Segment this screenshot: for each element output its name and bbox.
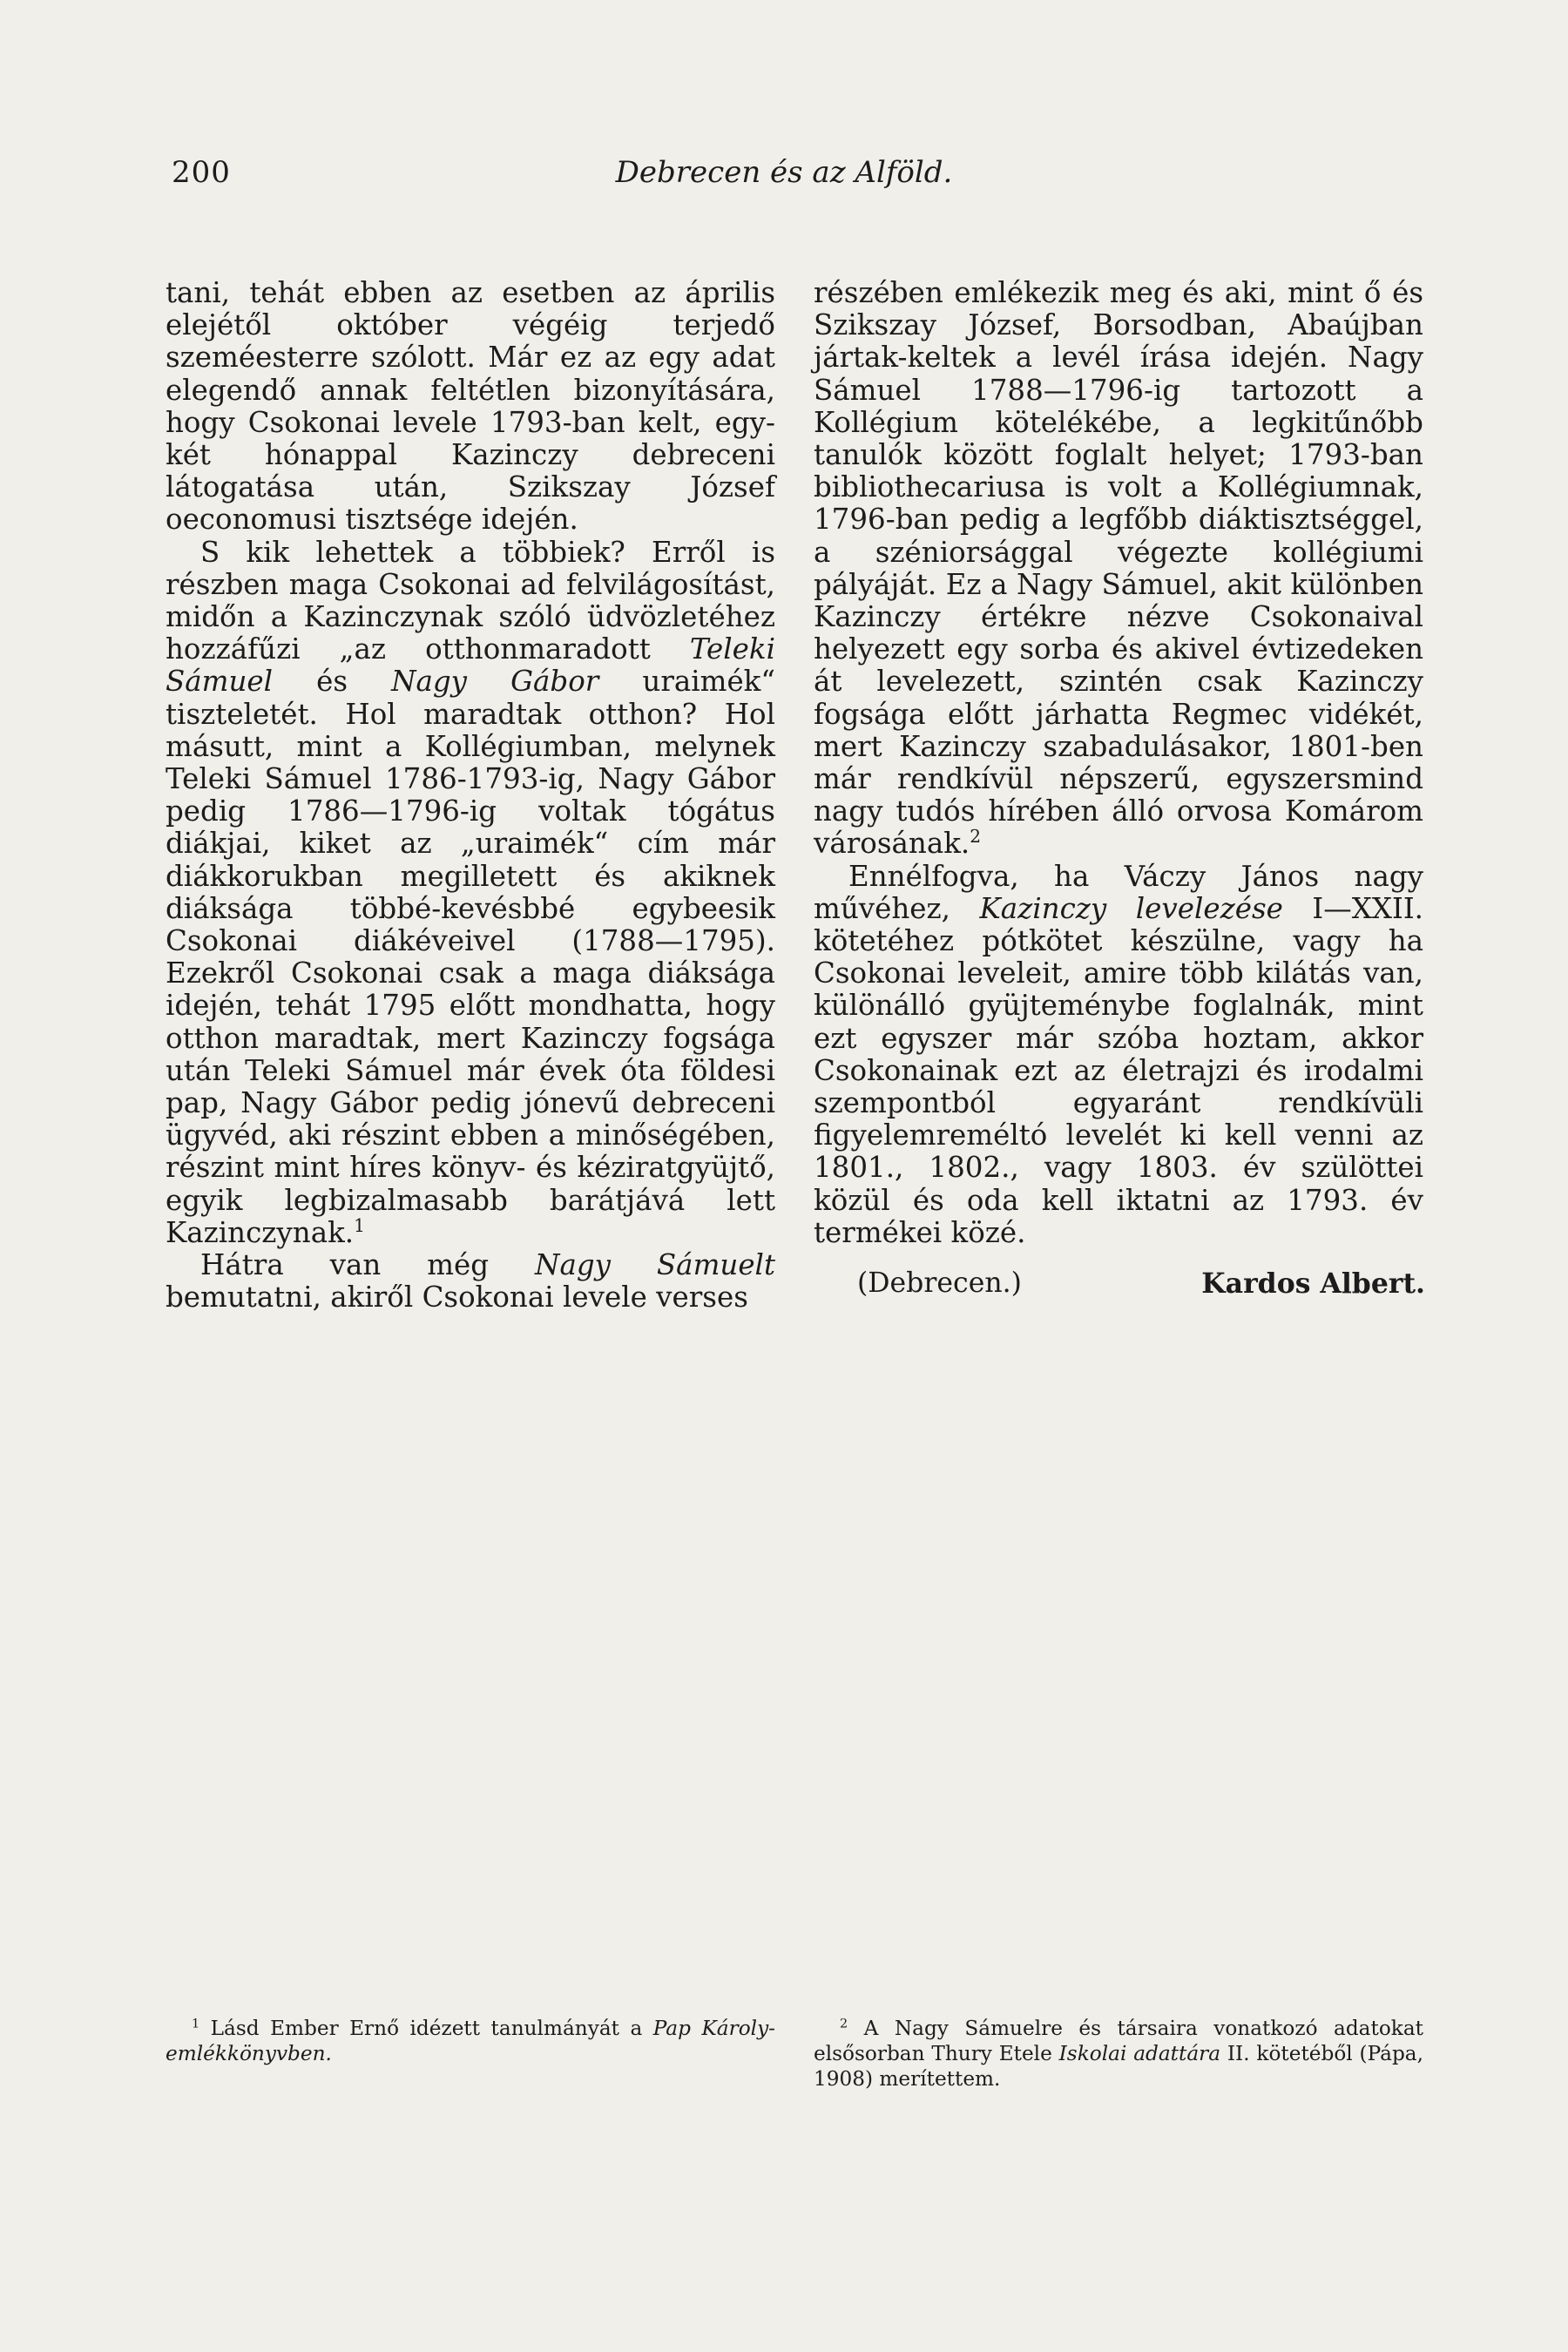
footnote-mark: 2 bbox=[840, 2017, 848, 2031]
footnote-ref: 1 bbox=[354, 1215, 365, 1237]
left-column bbox=[166, 277, 775, 1315]
paragraph bbox=[814, 277, 1423, 861]
running-title: Debrecen és az Alföld. bbox=[615, 155, 953, 190]
text-run: Lásd Ember Ernő idézett tanulmányát a bbox=[210, 2017, 653, 2040]
text-run: A Nagy Sámuelre és társaira vonatkozó adatokat elsősorban Thury Etele bbox=[814, 2017, 1423, 2065]
author: Kardos Albert. bbox=[1201, 1267, 1425, 1300]
text-run: Hátra van még bbox=[200, 1248, 536, 1282]
footnote-mark: 1 bbox=[192, 2017, 200, 2031]
person-name: Nagy Gábor bbox=[391, 665, 599, 699]
paragraph bbox=[814, 861, 1423, 1249]
text-run: bemutatni, akiről Csokonai levele verses bbox=[166, 1281, 748, 1315]
book-title: Kazinczy levelezése bbox=[979, 891, 1283, 925]
footnote-text bbox=[814, 2016, 1423, 2092]
paragraph bbox=[166, 537, 775, 1249]
person-name: Nagy Sámuelt bbox=[535, 1248, 776, 1282]
text-run: Ennélfogva, ha Váczy János nagy művéhez, bbox=[814, 859, 1423, 925]
book-title: Pap Károly-emlékkönyvben. bbox=[166, 2017, 775, 2065]
text-run: uraimék“ tiszteletét. Hol maradtak otthon? Hol másutt, mint a Kollégiumban, melynek Teleki Sámuel 1786-1793-ig, Nagy Gábor pedig 1786—1796-ig voltak tógátus diákjai, kiket az „uraimék“ cím már diákkorukban megilletett és akiknek diáksága többé-kevésbbé egybeesik Csokonai diákéveivel (1788—1795). Ezekről Csokonai csak a maga diáksága idején, tehát 1795 előtt mondhatta, hogy otthon maradtak, mert Kazinczy fogsága után Teleki Sámuel már évek óta földesi pap, Nagy Gábor pedig jónevű debreceni ügyvéd, aki részint ebben a minőségében, részint mint híres könyv- és kéziratgyüjtő, egyik legbizalmasabb barátjává lett Kazinczynak. bbox=[166, 665, 775, 1249]
right-column bbox=[814, 277, 1423, 1249]
footnote-text bbox=[166, 2016, 775, 2066]
book-title: Iskolai adattára bbox=[1058, 2042, 1221, 2065]
footnote-2 bbox=[814, 2016, 1423, 2092]
paragraph: tani, tehát ebben az esetben az április elejétől október végéig terjedő szeméesterre szólott. Már ez az egy adat elegendő annak feltétlen bizonyítására, hogy Csokonai levele 1793-ban kelt, egy-két hónappal Kazinczy debreceni látogatása után, Szikszay József oeconomusi tisztsége idején. bbox=[166, 276, 775, 537]
text-run: és bbox=[273, 665, 392, 699]
place: (Debrecen.) bbox=[857, 1267, 1022, 1299]
text-run: I—XXII. kötetéhez pótkötet készülne, vagy ha Csokonai leveleit, amire több kilátás van, különálló gyüjteménybe foglalnák, mint ezt egyszer már szóba hoztam, akkor Csokonainak ezt az életrajzi és irodalmi szempontból egyaránt rendkívüli figyelemreméltó levelét ki kell venni az 1801., 1802., vagy 1803. év szülöttei közül és oda kell iktatni az 1793. év termékei közé. bbox=[814, 891, 1423, 1249]
person-name: Teleki Sámuel bbox=[166, 632, 775, 699]
footnote-ref: 2 bbox=[970, 826, 982, 848]
footnote-1 bbox=[166, 2016, 775, 2066]
text-run: S kik lehettek a többiek? Erről is részben maga Csokonai ad felvilágosítást, midőn a Kazinczynak szóló üdvözletéhez hozzáfűzi „az otthonmaradott bbox=[166, 535, 775, 666]
closing-line bbox=[814, 1267, 1425, 1300]
text-run: II. kötetéből (Pápa, 1908) merítettem. bbox=[814, 2042, 1423, 2091]
paragraph bbox=[166, 1249, 775, 1314]
page-number: 200 bbox=[172, 155, 231, 190]
text-run: részében emlékezik meg és aki, mint ő és Szikszay József, Borsodban, Abaújban jártak-keltek a levél írása idején. Nagy Sámuel 1788—1796-ig tartozott a Kollégium kötelékébe, a legkitűnőbb tanulók között foglalt helyet; 1793-ban bibliothecariusa is volt a Kollégiumnak, 1796-ban pedig a legfőbb diáktisztséggel, a széniorsággal végezte kollégiumi pályáját. Ez a Nagy Sámuel, akit különben Kazinczy értékre nézve Csokonaival helyezett egy sorba és akivel évtizedeken át levelezett, szintén csak Kazinczy fogsága előtt járhatta Regmec vidékét, mert Kazinczy szabadulásakor, 1801-ben már rendkívül népszerű, egyszersmind nagy tudós hírében álló orvosa Komárom városának. bbox=[814, 276, 1423, 861]
